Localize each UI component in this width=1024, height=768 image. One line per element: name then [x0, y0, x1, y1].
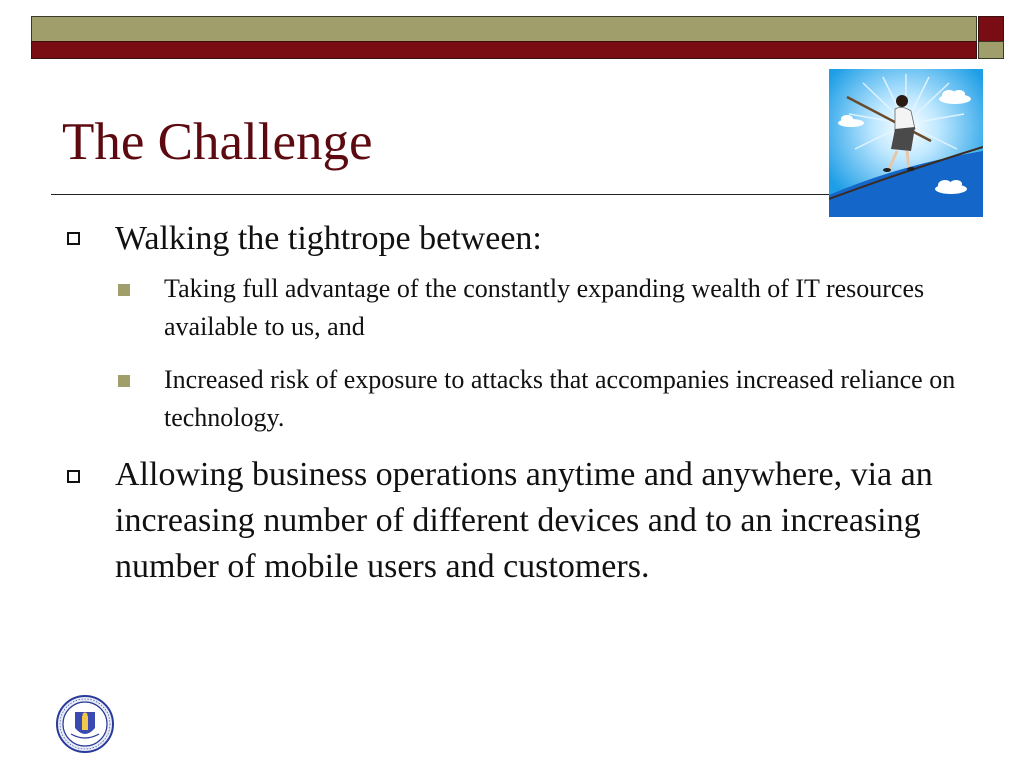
bullet-hollow-square-icon — [67, 470, 80, 483]
sub-bullet-2-text: Increased risk of exposure to attacks that accompanies increased reliance on technology. — [164, 365, 956, 432]
massachusetts-seal-icon — [51, 694, 121, 754]
bullet-1-text: Walking the tightrope between: — [115, 220, 542, 257]
sub-bullet-1-text: Taking full advantage of the constantly expanding wealth of IT resources available to us, and — [164, 274, 925, 341]
bullet-2-text: Allowing business operations anytime and anywhere, via an increasing number of different devices and to an increasing number of mobile users and customers. — [115, 456, 933, 585]
bullet-hollow-square-icon — [67, 232, 80, 245]
sub-bullet-square-icon — [118, 375, 130, 387]
slide-title: The Challenge — [62, 113, 373, 171]
sub-bullet-square-icon — [118, 284, 130, 296]
